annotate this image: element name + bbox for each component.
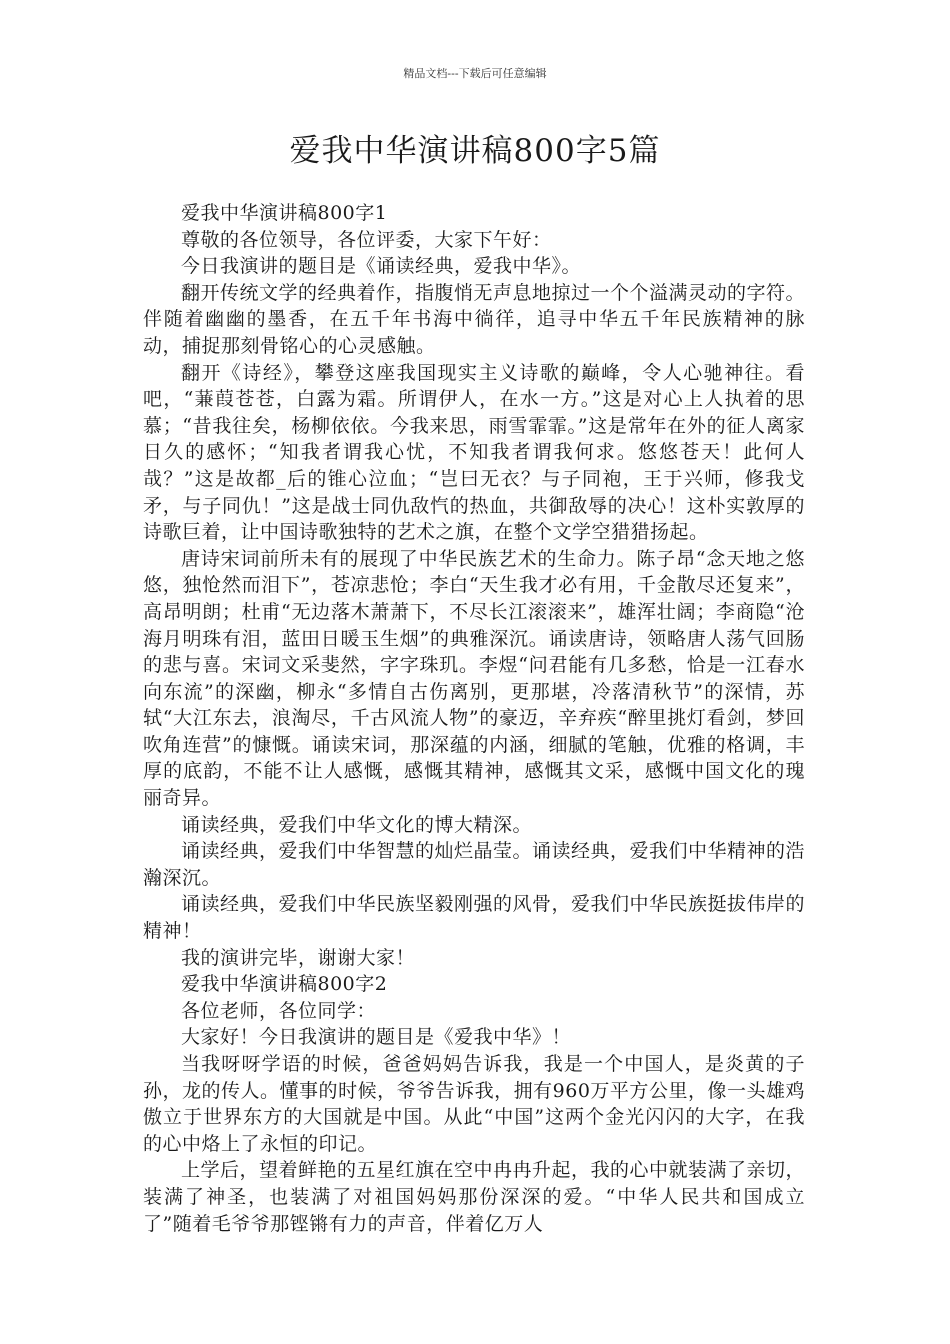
paragraph: 诵读经典，爱我们中华民族坚毅刚强的风骨，爱我们中华民族挺拔伟岸的精神！: [143, 893, 806, 943]
paragraph: 诵读经典，爱我们中华智慧的灿烂晶莹。诵读经典，爱我们中华精神的浩瀚深沉。: [143, 840, 806, 889]
paragraph: 爱我中华演讲稿800字2: [181, 973, 388, 996]
paragraph: 各位老师，各位同学：: [181, 999, 377, 1022]
paragraph: 今日我演讲的题目是《诵读经典，爱我中华》。: [181, 255, 582, 278]
document-body: [143, 200, 805, 1237]
paragraph: 尊敬的各位领导，各位评委，大家下午好：: [181, 228, 552, 251]
paragraph: 当我呀呀学语的时候，爸爸妈妈告诉我，我是一个中国人，是炎黄的子孙，龙的传人。懂事的时候，爷爷告诉我，拥有960万平方公里，像一头雄鸡傲立于世界东方的大国就是中国。从此“中国”这两个金光闪闪的大字，在我的心中烙上了永恒的印记。: [143, 1053, 805, 1155]
paragraph: 我的演讲完毕，谢谢大家！: [181, 946, 416, 969]
document-title: 爱我中华演讲稿800字5篇: [289, 133, 661, 169]
paragraph: 诵读经典，爱我们中华文化的博大精深。: [181, 813, 533, 836]
paragraph: 爱我中华演讲稿800字1: [181, 202, 388, 224]
header-note: 精品文档---下载后可任意编辑: [403, 67, 547, 80]
paragraph: 大家好！今日我演讲的题目是《爱我中华》！: [181, 1026, 572, 1049]
paragraph: 唐诗宋词前所未有的展现了中华民族艺术的生命力。陈子昂“念天地之悠悠，独怆然而泪下”，苍凉悲怆；李白“天生我才必有用，千金散尽还复来”，高昂明朗；杜甫“无边落木萧萧下，不尽长江滚滚来”，雄浑壮阔；李商隐“沧海月明珠有泪，蓝田日暖玉生烟”的典雅深沉。诵读唐诗，领略唐人荡气回肠的悲与喜。宋词文采斐然，字字珠玑。李煜“问君能有几多愁，恰是一江春水向东流”的深幽，柳永“多情自古伤离别，更那堪，冷落清秋节”的深情，苏轼“大江东去，浪淘尽，千古风流人物”的豪迈，辛弃疾“醉里挑灯看剑，梦回吹角连营”的慷慨。诵读宋词，那深蕴的内涵，细腻的笔触，优雅的格调，丰厚的底韵，不能不让人感慨，感慨其精神，感慨其文采，感慨中国文化的瑰丽奇异。: [143, 547, 805, 810]
paragraph: 翻开《诗经》，攀登这座我国现实主义诗歌的巅峰，令人心驰神往。看吧，“蒹葭苍苍，白露为霜。所谓伊人，在水一方。”这是对心上人执着的思慕；“昔我往矣，杨柳依依。今我来思，雨雪霏霏。”这是常年在外的征人离家日久的感怀；“知我者谓我心忧，不知我者谓我何求。悠悠苍天！此何人哉？”这是故都_后的锥心泣血；“岂曰无衣？与子同袍，王于兴师，修我戈矛，与子同仇！”这是战士同仇敌忾的热血，共御敌辱的决心！这朴实敦厚的诗歌巨着，让中国诗歌独特的艺术之旗，在整个文学空猎猎扬起。: [143, 361, 805, 544]
paragraph: 翻开传统文学的经典着作，指腹悄无声息地掠过一个个溢满灵动的字符。伴随着幽幽的墨香，在五千年书海中徜徉，追寻中华五千年民族精神的脉动，捕捉那刻骨铭心的心灵感触。: [143, 281, 806, 357]
paragraph: 上学后，望着鲜艳的五星红旗在空中冉冉升起，我的心中就装满了亲切，装满了神圣，也装满了对祖国妈妈那份深深的爱。“中华人民共和国成立了”随着毛爷爷那铿锵有力的声音，伴着亿万人: [143, 1159, 806, 1235]
